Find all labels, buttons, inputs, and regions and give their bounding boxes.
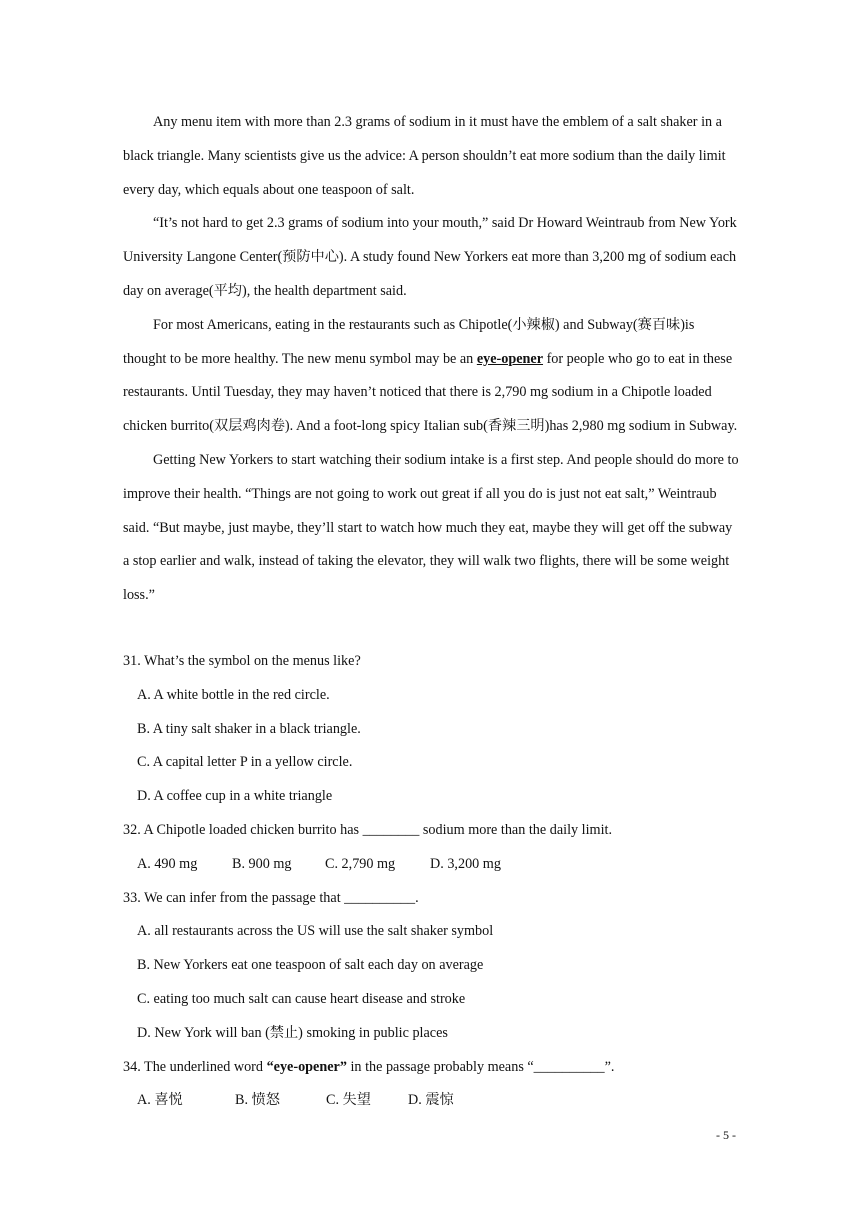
underlined-keyword: eye-opener — [476, 350, 544, 367]
paragraph-4: Getting New Yorkers to start watching their sodium intake is a first step. And people should do more to improve their health. “Things are not going to work out great if all you do is just not eat salt,” Weintraub said. “But maybe, just maybe, they’ll start to watch how much they eat, maybe they will get off the subway a stop earlier and walk, instead of taking the elevator, they will walk two flights, there will be some weight loss.” — [123, 451, 739, 604]
q34-option-b: B. 愤怒 — [235, 1092, 280, 1109]
question-33: 33. We can infer from the passage that __________. — [123, 889, 419, 906]
q32-options — [123, 848, 741, 882]
question-list — [123, 645, 741, 1118]
question-32: 32. A Chipotle loaded chicken burrito has ________ sodium more than the daily limit. — [123, 821, 613, 838]
q32-option-b: B. 900 mg — [232, 855, 292, 872]
q34-option-d: D. 震惊 — [408, 1092, 454, 1109]
q31-option-a: A. A white bottle in the red circle. — [137, 686, 330, 703]
question-34 — [123, 1051, 741, 1085]
paragraph-3-end: for people who go to eat in these restaurants. Until Tuesday, they may haven’t noticed that there is 2,790 mg sodium in a Chipotle loaded chicken burrito(双层鸡肉卷). And a foot-long spicy Italian sub(香辣三明)has 2,980 mg sodium in Subway. — [123, 350, 738, 435]
q34-stem-start: 34. The underlined word — [123, 1058, 267, 1075]
paragraph-2: “It’s not hard to get 2.3 grams of sodium into your mouth,” said Dr Howard Weintraub from New York University Langone Center(预防中心). A study found New Yorkers eat more than 3,200 mg of sodium each day on average(平均), the health department said. — [123, 215, 737, 299]
paragraph-3-start: For most Americans, eating in the restaurants such as Chipotle(小辣椒) and Subway(赛百味)is thought to be more healthy. The new menu symbol may be an — [123, 316, 695, 367]
q32-option-d: D. 3,200 mg — [430, 855, 501, 872]
question-31: 31. What’s the symbol on the menus like? — [123, 653, 361, 669]
paragraph-1: Any menu item with more than 2.3 grams of sodium in it must have the emblem of a salt shaker in a black triangle. Many scientists give us the advice: A person shouldn’t eat more sodium than the daily limit every day, which equals about one teaspoon of salt. — [123, 114, 726, 198]
q33-option-d: D. New York will ban (禁止) smoking in public places — [137, 1024, 448, 1041]
reading-passage — [123, 106, 741, 613]
q33-option-a: A. all restaurants across the US will use the salt shaker symbol — [137, 923, 494, 940]
q31-option-c: C. A capital letter P in a yellow circle. — [137, 754, 353, 771]
q33-option-c: C. eating too much salt can cause heart disease and stroke — [137, 990, 466, 1007]
page-number: - 5 - — [716, 1128, 736, 1142]
q31-option-d: D. A coffee cup in a white triangle — [137, 788, 333, 805]
q33-option-b: B. New Yorkers eat one teaspoon of salt each day on average — [137, 957, 484, 974]
q32-option-c: C. 2,790 mg — [325, 855, 396, 872]
q34-stem-end: in the passage probably means “__________”. — [346, 1058, 615, 1075]
q34-option-c: C. 失望 — [326, 1092, 371, 1109]
q34-options — [123, 1084, 741, 1118]
q34-keyword: “eye-opener” — [266, 1058, 347, 1075]
q34-option-a: A. 喜悦 — [137, 1092, 183, 1109]
q31-option-b: B. A tiny salt shaker in a black triangle. — [137, 720, 361, 737]
q32-option-a: A. 490 mg — [137, 855, 198, 872]
paragraph-3 — [123, 309, 741, 444]
